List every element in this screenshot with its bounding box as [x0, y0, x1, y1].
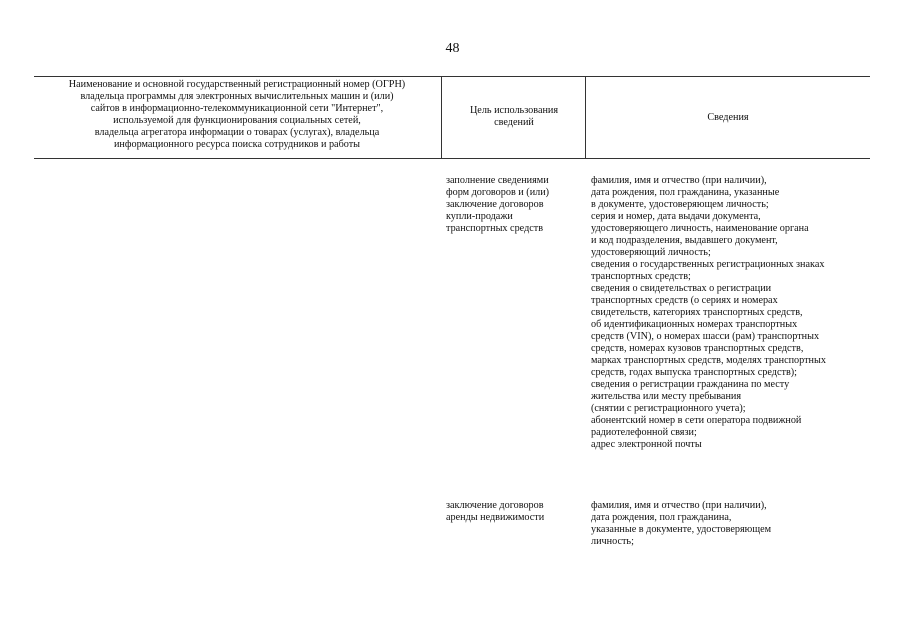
cell-text-line: сведения о государственных регистрационных знаках: [591, 259, 825, 270]
row-1-details: [591, 175, 881, 451]
cell-text-line: заполнение сведениями: [446, 175, 549, 186]
cell-text-line: фамилия, имя и отчество (при наличии),: [591, 175, 767, 186]
header-text-line: информационного ресурса поиска сотрудников и работы: [113, 139, 361, 150]
table-top-rule: [34, 76, 870, 77]
row-2-purpose: [446, 500, 581, 524]
header-text-line: владельца программы для электронных вычислительных машин и (или): [80, 91, 394, 102]
cell-text-line: свидетельств, категориях транспортных средств,: [591, 307, 803, 318]
cell-text-line: аренды недвижимости: [446, 512, 545, 523]
cell-text-line: купли-продажи: [446, 211, 513, 222]
cell-text-line: дата рождения, пол гражданина, указанные: [591, 187, 780, 198]
table-header-bottom-rule: [34, 158, 870, 159]
page-number: 48: [445, 41, 460, 56]
cell-text-line: дата рождения, пол гражданина,: [591, 512, 732, 523]
cell-text-line: фамилия, имя и отчество (при наличии),: [591, 500, 767, 511]
cell-text-line: сведения о свидетельствах о регистрации: [591, 283, 772, 294]
cell-text-line: удостоверяющий личность;: [591, 247, 711, 258]
header-text-line: Цель использования: [469, 105, 559, 116]
cell-text-line: транспортных средств;: [591, 271, 691, 282]
cell-text-line: форм договоров и (или): [446, 187, 550, 198]
header-purpose: [445, 105, 583, 129]
header-text-line: используемой для функционирования социальных сетей,: [113, 115, 361, 126]
cell-text-line: средств, номерах кузовов транспортных средств,: [591, 343, 804, 354]
cell-text-line: серия и номер, дата выдачи документа,: [591, 211, 761, 222]
header-text-line: сайтов в информационно-телекоммуникационной сети "Интернет",: [90, 103, 384, 114]
cell-text-line: адрес электронной почты: [591, 439, 702, 450]
row-2-details: [591, 500, 881, 548]
cell-text-line: жительства или месту пребывания: [591, 391, 742, 402]
cell-text-line: абонентский номер в сети оператора подвижной: [591, 415, 802, 426]
header-details: [588, 112, 868, 124]
cell-text-line: в документе, удостоверяющем личность;: [591, 199, 769, 210]
cell-text-line: указанные в документе, удостоверяющем: [591, 524, 772, 535]
cell-text-line: средств (VIN), о номерах шасси (рам) транспортных: [591, 331, 820, 342]
cell-text-line: транспортных средств (о сериях и номерах: [591, 295, 778, 306]
header-text-line: владельца агрегатора информации о товарах (услугах), владельца: [94, 127, 380, 138]
cell-text-line: заключение договоров: [446, 199, 544, 210]
cell-text-line: транспортных средств: [446, 223, 544, 234]
cell-text-line: радиотелефонной связи;: [591, 427, 697, 438]
cell-text-line: марках транспортных средств, моделях транспортных: [591, 355, 826, 366]
column-divider-1: [441, 76, 442, 158]
column-divider-2: [585, 76, 586, 158]
header-owner-name: [34, 79, 440, 151]
header-text-line: Наименование и основной государственный регистрационный номер (ОГРН): [68, 79, 406, 90]
cell-text-line: (снятии с регистрационного учета);: [591, 403, 746, 414]
cell-text-line: личность;: [591, 536, 634, 547]
cell-text-line: удостоверяющего личность, наименование органа: [591, 223, 809, 234]
cell-text-line: об идентификационных номерах транспортных: [591, 319, 798, 330]
cell-text-line: средств, годах выпуска транспортных средств);: [591, 367, 797, 378]
cell-text-line: заключение договоров: [446, 500, 544, 511]
header-text-line: сведений: [494, 117, 534, 128]
header-text-line: Сведения: [707, 112, 749, 123]
row-1-purpose: [446, 175, 581, 235]
cell-text-line: и код подразделения, выдавшего документ,: [591, 235, 778, 246]
cell-text-line: сведения о регистрации гражданина по месту: [591, 379, 790, 390]
